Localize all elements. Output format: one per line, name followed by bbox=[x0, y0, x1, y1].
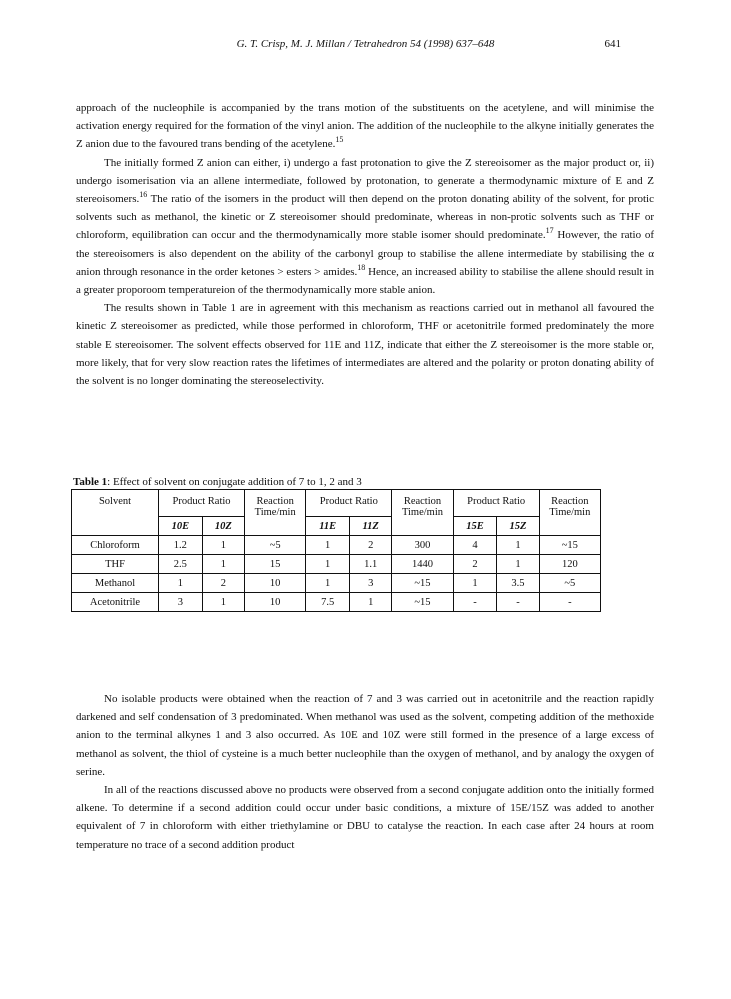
table-cell: 10 bbox=[245, 593, 306, 612]
table-cell: ~15 bbox=[539, 536, 600, 555]
paragraph-1: approach of the nucleophile is accompanied by the trans motion of the substituents on the acetylene, and will minimise the activation energy required for the formation of the vinyl anion. The addition of the nucleophile to the alkyne initially generates the Z anion due to the favoured trans bending of the acetylene.$^{15}$ bbox=[76, 102, 654, 151]
table-cell: 1 bbox=[497, 555, 539, 574]
table-cell: 2 bbox=[202, 574, 244, 593]
table-row bbox=[72, 574, 601, 593]
table-cell: 3 bbox=[350, 574, 392, 593]
table-label: Table 1 bbox=[73, 476, 108, 488]
table-cell: ~5 bbox=[539, 574, 600, 593]
table-cell: 1 bbox=[159, 574, 203, 593]
table-cell: 1 bbox=[306, 555, 350, 574]
table-header-row bbox=[72, 490, 601, 517]
table-cell: 2 bbox=[453, 555, 497, 574]
table-row bbox=[72, 593, 601, 612]
table-cell: 120 bbox=[539, 555, 600, 574]
table-cell: 1 bbox=[202, 593, 244, 612]
paragraph-4: No isolable products were obtained when the reaction of 7 and 3 was carried out in acetonitrile and the reaction rapidly darkened and self condensation of 3 predominated. When methanol was used as the solvent, competing addition of the methoxide anion to the terminal alkynes 1 and 3 also occurred. As 10E and 10Z were still formed in the presence of a large excess of methanol as solvent, the thiol of cysteine is a much better nucleophile than the oxygen of methanol, and by analogy the oxygen of serine. bbox=[76, 693, 654, 778]
table-cell: 1 bbox=[350, 593, 392, 612]
footnote-ref: 17 bbox=[545, 226, 554, 236]
table-row bbox=[72, 536, 601, 555]
table-cell: 1 bbox=[202, 555, 244, 574]
results-table bbox=[71, 489, 601, 612]
table-caption bbox=[73, 476, 362, 488]
table-cell: - bbox=[539, 593, 600, 612]
table-cell: 1 bbox=[306, 536, 350, 555]
header-reaction-time: Reaction Time/min bbox=[539, 490, 600, 536]
subheader-cell: 11Z bbox=[350, 517, 392, 536]
paragraph-2: The initially formed Z anion can either, i) undergo a fast protonation to give the Z stereoisomer as the major product or, ii) undergo isomerisation via an allene intermediate, followed by protonation, to generate a thermodynamic mixture of E and Z stereoisomers.$^{16}$ The ratio of the isomers in the product will then depend on the proton donating ability of the solvent, for protic solvents such as methanol, the kinetic or Z stereoisomer should predominate, whereas in non-protic solvents such as THF or chloroform, equilibration can occur and the thermodynamically more stable isomer should predominate.$^{17}$ However, the ratio of the stereoisomers is also dependent on the ability of the carbonyl group to stabilise the allene intermediate by stabilising the α anion through resonance in the order ketones > esters > amides.$^{18}$ Hence, an increased ability to stabilise the allene should result in a greater proporoom temperatureion of the thermodynamically more stable anion. bbox=[76, 156, 655, 297]
header-product-ratio: Product Ratio bbox=[306, 490, 392, 517]
table-cell: 2 bbox=[350, 536, 392, 555]
page-number: 641 bbox=[604, 38, 621, 50]
table-cell: 1 bbox=[306, 574, 350, 593]
subheader-cell: 10Z bbox=[202, 517, 244, 536]
header-reaction-time: Reaction Time/min bbox=[392, 490, 453, 536]
running-title: G. T. Crisp, M. J. Millan / Tetrahedron 54 (1998) 637–648 bbox=[236, 38, 495, 50]
table-cell: 1.2 bbox=[159, 536, 203, 555]
table-cell: THF bbox=[72, 555, 159, 574]
table-cell: 15 bbox=[245, 555, 306, 574]
footnote-ref: 16 bbox=[139, 190, 148, 200]
header-solvent: Solvent bbox=[72, 490, 159, 536]
table-cell: 1 bbox=[453, 574, 497, 593]
header-product-ratio: Product Ratio bbox=[453, 490, 539, 517]
table-cell: - bbox=[497, 593, 539, 612]
table-cell: 1 bbox=[497, 536, 539, 555]
table-cell: 2.5 bbox=[159, 555, 203, 574]
subheader-cell: 11E bbox=[306, 517, 350, 536]
table-cell: ~5 bbox=[245, 536, 306, 555]
header-reaction-time: Reaction Time/min bbox=[245, 490, 306, 536]
table-cell: 1440 bbox=[392, 555, 453, 574]
table-cell: 7.5 bbox=[306, 593, 350, 612]
header-product-ratio: Product Ratio bbox=[159, 490, 245, 517]
table-cell: 1.1 bbox=[350, 555, 392, 574]
table-cell: Chloroform bbox=[72, 536, 159, 555]
body-text-bottom bbox=[76, 690, 654, 854]
table-cell: Methanol bbox=[72, 574, 159, 593]
table-cell: 3.5 bbox=[497, 574, 539, 593]
table-cell: ~15 bbox=[392, 574, 453, 593]
footnote-ref: 15 bbox=[335, 135, 344, 145]
footnote-ref: 18 bbox=[357, 262, 366, 272]
table-cell: Acetonitrile bbox=[72, 593, 159, 612]
subheader-cell: 15Z bbox=[497, 517, 539, 536]
table-cell: 3 bbox=[159, 593, 203, 612]
table-cell: 10 bbox=[245, 574, 306, 593]
table-cell: 4 bbox=[453, 536, 497, 555]
table-cell: 300 bbox=[392, 536, 453, 555]
table-row bbox=[72, 555, 601, 574]
subheader-cell: 10E bbox=[159, 517, 203, 536]
subheader-cell: 15E bbox=[453, 517, 497, 536]
table-cell: ~15 bbox=[392, 593, 453, 612]
table-cell: - bbox=[453, 593, 497, 612]
paragraph-3: The results shown in Table 1 are in agreement with this mechanism as reactions carried out in methanol all favoured the kinetic Z stereoisomer as predicted, while those performed in chloroform, THF or acetonitrile formed predominately the more stable E stereoisomer. The solvent effects observed for 11E and 11Z, indicate that either the Z stereoisomer is the more stable or, more likely, that for very slow reaction rates the lifetimes of intermediates are altered and the polarity or proton donating ability of the solvent is no longer dominating the stereoselectivity. bbox=[76, 302, 654, 388]
paragraph-5: In all of the reactions discussed above no products were observed from a second conjugate addition onto the initially formed alkene. To determine if a second addition could occur under basic conditions, a mixture of 15E/15Z was added to another equivalent of 7 in chloroform with either triethylamine or DBU to catalyse the reaction. In each case after 24 hours at room temperature no trace of a second addition product bbox=[76, 784, 654, 851]
body-text-top bbox=[76, 99, 654, 390]
table-cell: 1 bbox=[202, 536, 244, 555]
table-caption-text: : Effect of solvent on conjugate addition of 7 to 1, 2 and 3 bbox=[107, 476, 362, 488]
page-header bbox=[0, 38, 731, 54]
